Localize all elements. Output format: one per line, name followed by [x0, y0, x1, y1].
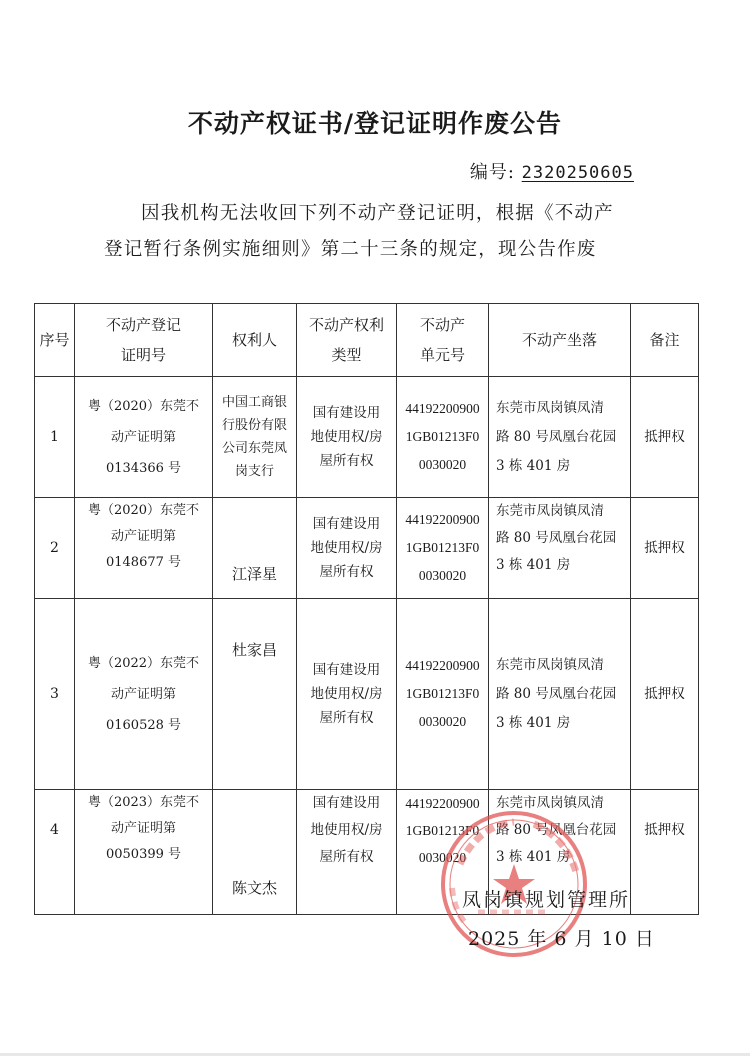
- header-unit-no-line2: 单元号: [419, 346, 465, 364]
- location-line: 3 栋 401 房: [496, 557, 571, 573]
- right-type-line: 国有建设用: [312, 795, 381, 811]
- location-line: 东莞市凤岗镇凤清: [496, 503, 604, 519]
- unit-no-line: 0030020: [418, 568, 467, 583]
- cert-no-line: 粤（2020）东莞不: [87, 503, 200, 518]
- location-line: 3 栋 401 房: [496, 457, 571, 474]
- cell-seq: 1: [35, 377, 75, 498]
- cell-owner: [213, 377, 297, 498]
- intro-paragraph: [104, 196, 664, 268]
- cell-owner: [213, 599, 297, 790]
- cell-cert-no: [75, 599, 213, 790]
- unit-no-line: 44192200900: [405, 796, 480, 811]
- issuing-authority: 凤岗镇规划管理所: [462, 889, 631, 911]
- location-line: 路 80 号凤凰台花园: [496, 822, 617, 838]
- header-location: 不动产坐落: [489, 304, 631, 377]
- document-number-value: 2320250605: [521, 163, 634, 183]
- right-type-line: 地使用权/房: [310, 822, 383, 838]
- owner-line: 陈文杰: [231, 879, 277, 897]
- cert-no-line: 0148677 号: [105, 555, 182, 570]
- header-unit-no: [397, 304, 489, 377]
- cert-no-line: 粤（2020）东莞不: [87, 398, 200, 414]
- cert-no-line: 0160528 号: [105, 717, 182, 733]
- header-note: 备注: [631, 304, 699, 377]
- cert-no-line: 动产证明第: [110, 429, 176, 445]
- location-line: 3 栋 401 房: [496, 849, 571, 865]
- cell-owner: [213, 498, 297, 599]
- cert-no-line: 动产证明第: [110, 529, 176, 544]
- owner-line: 杜家昌: [231, 641, 277, 659]
- issue-date: 2025 年 6 月 10 日: [468, 928, 655, 950]
- header-owner: 权利人: [213, 304, 297, 377]
- unit-no-line: 0030020: [418, 714, 467, 729]
- cell-note: 抵押权: [631, 790, 699, 915]
- location-line: 东莞市凤岗镇凤清: [496, 656, 604, 673]
- cell-right-type: [297, 377, 397, 498]
- cell-cert-no: [75, 790, 213, 915]
- cell-right-type: [297, 599, 397, 790]
- cell-unit-no: [397, 377, 489, 498]
- cert-no-line: 动产证明第: [110, 821, 176, 836]
- header-cert-no-line2: 证明号: [120, 346, 166, 364]
- location-line: 路 80 号凤凰台花园: [496, 530, 617, 546]
- right-type-line: 国有建设用: [312, 405, 381, 421]
- unit-no-line: 0030020: [418, 457, 467, 472]
- right-type-line: 国有建设用: [312, 516, 381, 532]
- cert-no-line: 动产证明第: [110, 686, 176, 702]
- header-seq: 序号: [35, 304, 75, 377]
- right-type-line: 屋所有权: [319, 849, 374, 865]
- cell-right-type: [297, 790, 397, 915]
- unit-no-line: 1GB01213F0: [405, 429, 480, 444]
- cell-location: [489, 498, 631, 599]
- owner-line: 行股份有限: [221, 418, 287, 433]
- header-right-type: [297, 304, 397, 377]
- header-cert-no: [75, 304, 213, 377]
- unit-no-line: 44192200900: [405, 512, 480, 527]
- cell-location: [489, 377, 631, 498]
- cell-unit-no: [397, 498, 489, 599]
- cell-cert-no: [75, 498, 213, 599]
- cell-cert-no: [75, 377, 213, 498]
- table-row: [35, 599, 699, 790]
- right-type-line: 屋所有权: [319, 453, 374, 469]
- owner-line: 江泽星: [231, 565, 277, 583]
- unit-no-line: 1GB01213F0: [405, 686, 480, 701]
- location-line: 东莞市凤岗镇凤清: [496, 399, 604, 416]
- cell-unit-no: [397, 599, 489, 790]
- header-right-type-line2: 类型: [331, 346, 362, 364]
- right-type-line: 国有建设用: [312, 662, 381, 678]
- unit-no-line: 1GB01213F0: [405, 823, 480, 838]
- cell-right-type: [297, 498, 397, 599]
- header-right-type-line1: 不动产权利: [308, 316, 384, 334]
- location-line: 东莞市凤岗镇凤清: [496, 795, 604, 811]
- document-number-label: 编号:: [469, 162, 515, 183]
- right-type-line: 屋所有权: [319, 710, 374, 726]
- cell-note: 抵押权: [631, 498, 699, 599]
- notice-title: 不动产权证书/登记证明作废公告: [187, 109, 563, 138]
- owner-line: 中国工商银: [221, 395, 287, 410]
- cert-no-line: 0134366 号: [105, 460, 182, 476]
- cell-seq: 4: [35, 790, 75, 915]
- right-type-line: 地使用权/房: [310, 540, 383, 556]
- intro-line-2: 登记暂行条例实施细则》第二十三条的规定，现公告作废: [104, 239, 597, 260]
- seal-arc-mark: [534, 824, 576, 872]
- cancelled-certificates-table: [34, 303, 699, 915]
- right-type-line: 地使用权/房: [310, 686, 383, 702]
- document-number: [470, 158, 634, 184]
- table-row: [35, 377, 699, 498]
- header-unit-no-line1: 不动产: [419, 316, 465, 334]
- cell-owner: [213, 790, 297, 915]
- right-type-line: 屋所有权: [319, 564, 374, 580]
- cert-no-line: 粤（2022）东莞不: [87, 655, 200, 671]
- header-cert-no-line1: 不动产登记: [105, 316, 181, 334]
- intro-line-1: 因我机构无法收回下列不动产登记证明，根据《不动产: [141, 203, 614, 224]
- cell-note: 抵押权: [631, 377, 699, 498]
- cell-seq: 3: [35, 599, 75, 790]
- cell-location: [489, 599, 631, 790]
- right-type-line: 地使用权/房: [310, 429, 383, 445]
- table-row: [35, 498, 699, 599]
- unit-no-line: 44192200900: [405, 401, 480, 416]
- location-line: 路 80 号凤凰台花园: [496, 428, 617, 445]
- cell-seq: 2: [35, 498, 75, 599]
- table-header-row: [35, 304, 699, 377]
- cell-note: 抵押权: [631, 599, 699, 790]
- cert-no-line: 粤（2023）东莞不: [87, 795, 200, 810]
- owner-line: 岗支行: [234, 464, 274, 479]
- page-bottom-edge: [0, 1053, 750, 1056]
- cert-no-line: 0050399 号: [105, 847, 182, 862]
- location-line: 3 栋 401 房: [496, 714, 571, 731]
- location-line: 路 80 号凤凰台花园: [496, 685, 617, 702]
- unit-no-line: 44192200900: [405, 658, 480, 673]
- unit-no-line: 1GB01213F0: [405, 540, 480, 555]
- owner-line: 公司东莞凤: [221, 441, 287, 456]
- unit-no-line: 0030020: [418, 850, 467, 865]
